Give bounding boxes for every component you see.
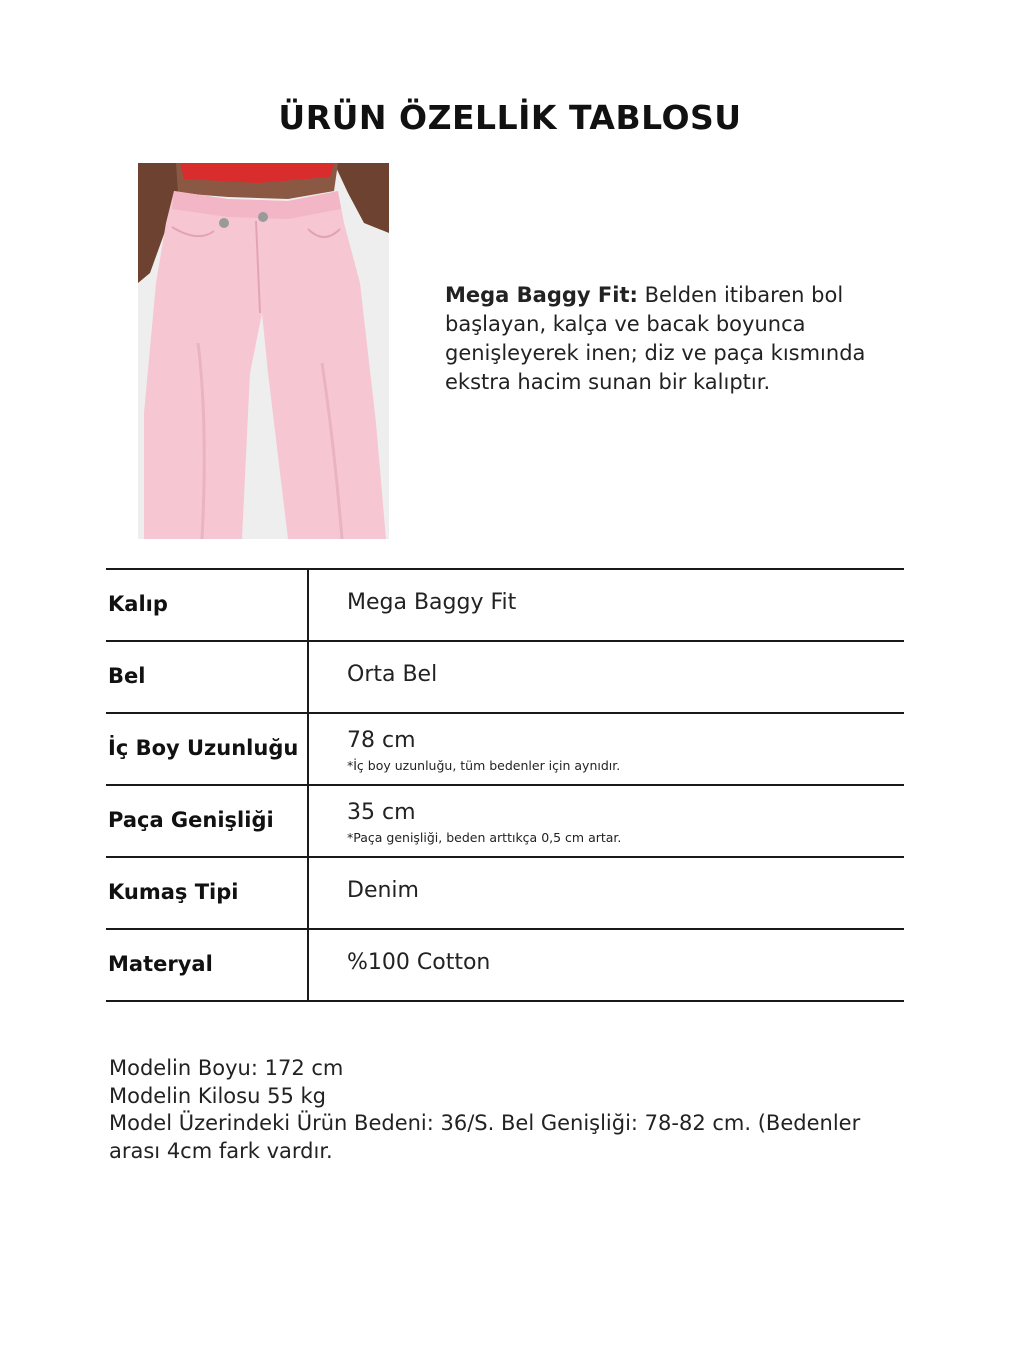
- page-title: ÜRÜN ÖZELLİK TABLOSU: [278, 98, 742, 137]
- spec-value: 35 cm: [347, 800, 416, 825]
- spec-key: İç Boy Uzunluğu: [108, 736, 299, 760]
- spec-key: Materyal: [108, 952, 213, 976]
- column-divider: [307, 930, 309, 1000]
- spec-value: 78 cm: [347, 728, 416, 753]
- column-divider: [307, 786, 309, 856]
- spec-row-ic-boy: [106, 712, 904, 784]
- spec-note: *Paça genişliği, beden arttıkça 0,5 cm artar.: [347, 830, 622, 845]
- spec-row-bel: [106, 640, 904, 712]
- spec-value: Mega Baggy Fit: [347, 590, 517, 615]
- spec-key: Kalıp: [108, 592, 168, 616]
- spec-table: [106, 568, 904, 1002]
- spec-row-materyal: [106, 928, 904, 1002]
- spec-key: Paça Genişliği: [108, 808, 274, 832]
- model-weight: Modelin Kilosu 55 kg: [109, 1083, 326, 1108]
- model-info: [109, 1055, 909, 1165]
- spec-key: Kumaş Tipi: [108, 880, 239, 904]
- spec-value: %100 Cotton: [347, 950, 491, 975]
- product-photo: [138, 163, 389, 539]
- column-divider: [307, 714, 309, 784]
- spec-row-kumas: [106, 856, 904, 928]
- fit-description-text: Belden itibaren bol başlayan, kalça ve bacak boyunca genişleyerek inen; diz ve paça kısmında ekstra hacim sunan bir kalıptır.: [445, 283, 866, 394]
- fit-description-label: Mega Baggy Fit:: [445, 283, 638, 307]
- spec-row-kalip: [106, 568, 904, 640]
- spec-row-paca: [106, 784, 904, 856]
- column-divider: [307, 642, 309, 712]
- spec-value: Denim: [347, 878, 419, 903]
- fit-description: [445, 281, 925, 397]
- model-height: Modelin Boyu: 172 cm: [109, 1056, 344, 1080]
- spec-key: Bel: [108, 664, 146, 688]
- model-size: Model Üzerindeki Ürün Bedeni: 36/S. Bel Genişliği: 78-82 cm. (Bedenler arası 4cm fark vardır.: [109, 1111, 861, 1163]
- spec-note: *İç boy uzunluğu, tüm bedenler için aynıdır.: [347, 758, 621, 773]
- column-divider: [307, 858, 309, 928]
- spec-value: Orta Bel: [347, 662, 438, 687]
- column-divider: [307, 570, 309, 640]
